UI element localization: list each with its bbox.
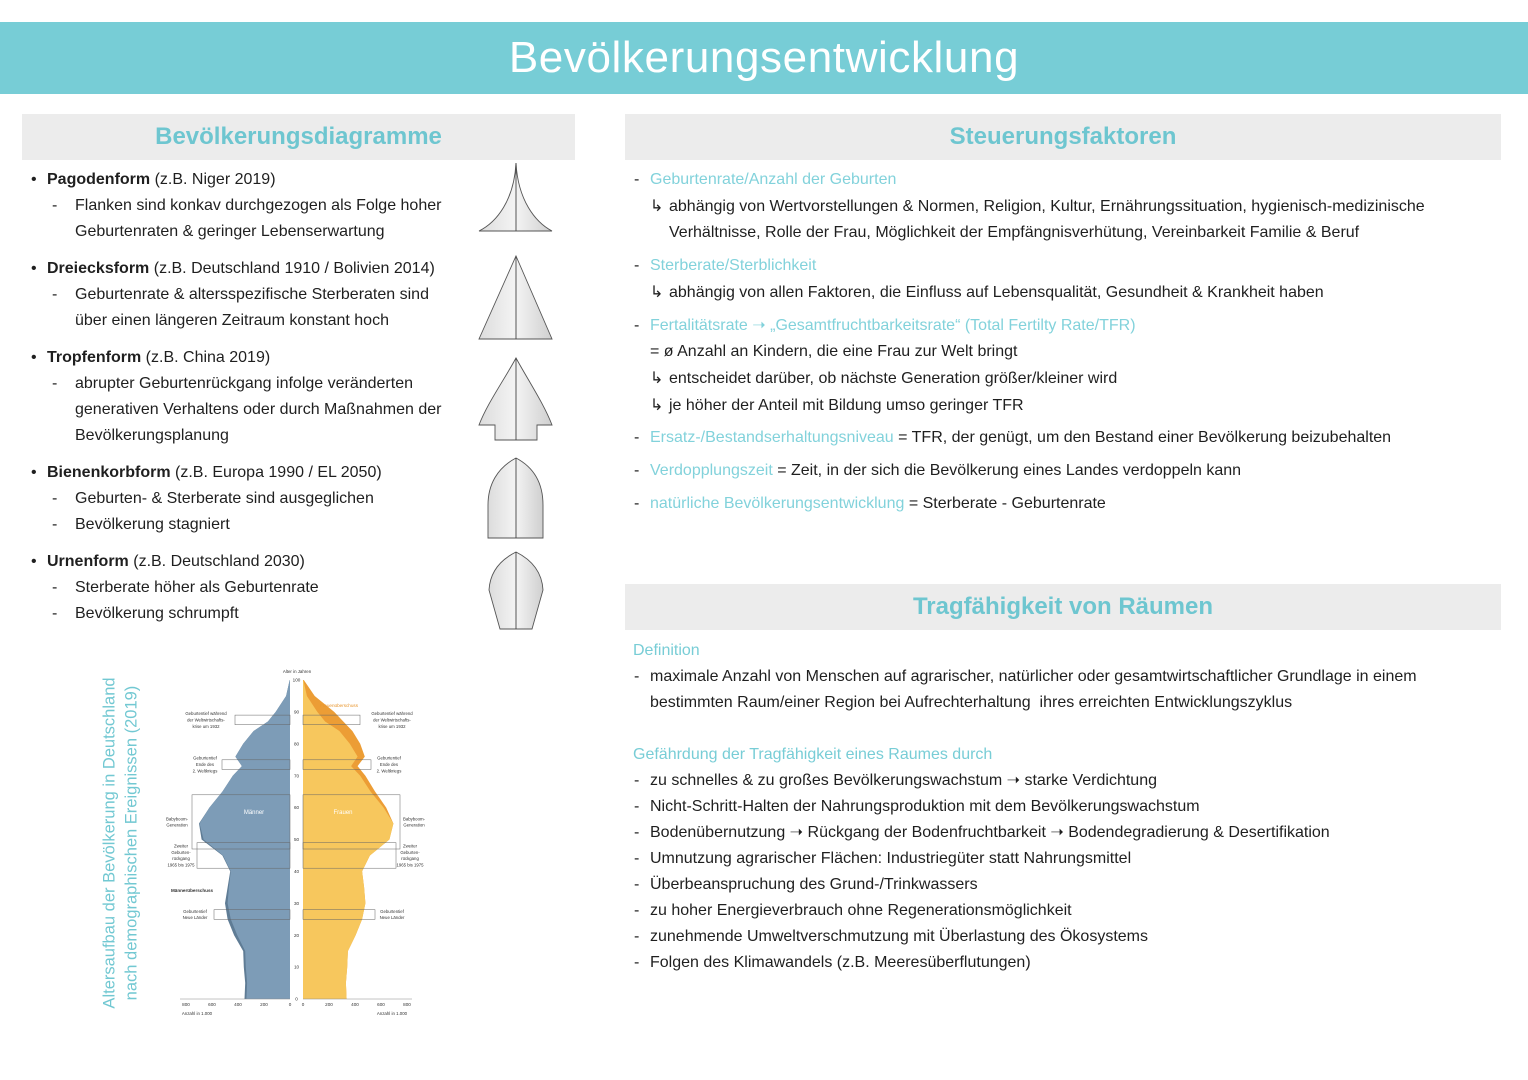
definition-heading: Definition (633, 642, 700, 659)
annotation-label-left: 1965 bis 1975 (167, 862, 195, 868)
factor-term: Ersatz-/Bestandserhaltungsniveau (650, 429, 894, 447)
x-tick-label-left: 200 (260, 1002, 268, 1007)
series-label-frauen: Frauen (333, 810, 353, 816)
diagram-heading (47, 167, 475, 193)
dash-marker: - (634, 798, 640, 815)
threat-item (632, 898, 1522, 924)
threat-text: Umnutzung agrarischer Flächen: Industriegüter statt Nahrungsmittel (650, 850, 1132, 867)
x-tick-label-left: 800 (182, 1002, 190, 1007)
threat-text: zu schnelles & zu großes Bevölkerungswachstum ➝ starke Verdichtung (650, 772, 1157, 789)
annotation-label-left: Geburtentief (193, 755, 217, 761)
diagram-detail (47, 371, 475, 449)
factor-subpoint (650, 194, 1522, 247)
threat-item (632, 846, 1522, 872)
dash-marker: - (52, 286, 58, 303)
detail-line: Geburtenraten & geringer Lebenserwartung (75, 223, 385, 240)
factor-heading (650, 491, 1522, 518)
subpoint-line: je höher der Anteil mit Bildung umso geringer TFR (669, 396, 1024, 414)
diagram-name: Pagodenform (47, 171, 151, 188)
series-label-maenner: Männer (243, 810, 265, 816)
annotation-label-right: Zweiter (402, 843, 418, 849)
factor-definition: = Sterberate - Geburtenrate (908, 494, 1106, 512)
annotation-label-right: rückgang (401, 856, 419, 862)
annotation-label-right: Geburtentief (377, 755, 401, 761)
diagram-name: Dreiecksform (47, 260, 150, 277)
x-tick-label-right: 800 (403, 1002, 411, 1007)
diagram-name: Tropfenform (47, 349, 142, 366)
annotation-label-left: 2. Weltkriegs (192, 768, 218, 774)
threat-item (632, 872, 1522, 898)
bullet-marker: • (31, 171, 37, 188)
diagram-item (30, 345, 475, 449)
detail-line: Bevölkerung schrumpft (75, 605, 239, 622)
detail-line: abrupter Geburtenrückgang infolge veränderten (75, 375, 413, 392)
dash-marker: - (52, 516, 58, 533)
factor-heading (650, 458, 1522, 485)
dash-marker: - (52, 579, 58, 596)
pyramid-shapes (470, 155, 565, 640)
y-axis-label: Alter in Jahren (282, 669, 312, 674)
diagram-example: (z.B. Deutschland 1910 / Bolivien 2014) (153, 260, 435, 277)
threat-text: Überbeanspruchung des Grund-/Trinkwassers (650, 876, 978, 893)
annotation-label-right: der Weltwirtschafts- (373, 717, 411, 723)
threat-item (632, 768, 1522, 794)
factor-item (632, 313, 1522, 420)
detail-line: Geburtenrate & altersspezifische Sterberaten sind (75, 286, 429, 303)
factor-item (632, 253, 1522, 306)
dash-marker: - (52, 375, 58, 392)
annotation-label-left: Geburtentief während (185, 711, 227, 716)
diagram-item (30, 549, 475, 627)
annotation-label-left: Zweiter (173, 843, 189, 849)
factor-item (632, 425, 1522, 452)
diagram-item (30, 256, 475, 334)
section-header-diagramme (22, 114, 575, 160)
dash-marker: - (52, 605, 58, 622)
annotation-label-right: Geburten- (400, 849, 420, 855)
factor-item (632, 167, 1522, 247)
y-tick-label: 10 (293, 964, 300, 970)
y-tick-label: 60 (293, 805, 300, 811)
threat-text: Nicht-Schritt-Halten der Nahrungsproduktion mit dem Bevölkerungswachstum (650, 798, 1200, 815)
pyramid-caption (99, 670, 143, 1017)
y-tick-label: 30 (293, 900, 300, 906)
dash-marker: - (634, 954, 640, 971)
bienenkorbform-shape-icon (488, 458, 543, 538)
dash-marker: - (634, 850, 640, 867)
female-surplus-label: Frauenüberschuss (319, 703, 359, 708)
diagram-example: (z.B. Niger 2019) (154, 171, 276, 188)
x-tick-label-right: 600 (377, 1002, 385, 1007)
factor-subpoint (650, 393, 1522, 420)
annotation-label-right: Geburtentief (380, 908, 404, 914)
threat-item (632, 924, 1522, 950)
section-header-tragfaehigkeit (625, 584, 1501, 630)
threat-item (632, 794, 1522, 820)
population-pyramid-chart (150, 660, 450, 1025)
diagram-detail (47, 512, 475, 538)
factor-item (632, 491, 1522, 518)
section-title-tragfaehigkeit: Tragfähigkeit von Räumen (912, 593, 1214, 620)
y-tick-label: 70 (293, 773, 300, 779)
dash-marker: - (634, 902, 640, 919)
male-surplus-label: Männerüberschuss (170, 888, 214, 893)
x-tick-label-left: 600 (208, 1002, 216, 1007)
factor-subpoint (650, 280, 1522, 307)
factor-term: Verdopplungszeit (650, 462, 773, 480)
dash-marker: - (634, 462, 640, 480)
diagram-example: (z.B. Deutschland 2030) (133, 553, 305, 570)
page-title: Bevölkerungsentwicklung (508, 33, 1020, 82)
dreiecksform-shape-icon (479, 256, 552, 339)
diagram-example: (z.B. China 2019) (145, 349, 271, 366)
diagram-name: Bienenkorbform (47, 464, 171, 481)
subpoint-line: abhängig von allen Faktoren, die Einfluss auf Lebensqualität, Gesundheit & Krankheit haben (669, 283, 1324, 301)
section-title-diagramme: Bevölkerungsdiagramme (155, 123, 442, 150)
factor-heading (650, 253, 1522, 280)
subpoint-line: entscheidet darüber, ob nächste Generation größer/kleiner wird (669, 369, 1118, 387)
annotation-label-left: krise um 1932 (192, 723, 220, 729)
factor-term: Sterberate/Sterblichkeit (650, 257, 817, 275)
detail-line: generativen Verhaltens oder durch Maßnahmen der (75, 401, 442, 418)
title-bar (0, 22, 1528, 94)
annotation-label-right: 1965 bis 1975 (396, 862, 424, 868)
subpoint-line: = ø Anzahl an Kindern, die eine Frau zur Welt bringt (650, 343, 1018, 361)
diagram-heading (47, 256, 475, 282)
x-axis-label-left: Anzahl in 1.000 (181, 1011, 213, 1016)
annotation-label-right: Geburtentief während (371, 711, 413, 716)
annotation-label-right: krise um 1932 (378, 723, 406, 729)
annotation-label-right: Neue Länder (379, 915, 405, 921)
diagram-heading (47, 549, 475, 575)
definition-item (632, 664, 1522, 716)
diagram-example: (z.B. Europa 1990 / EL 2050) (175, 464, 382, 481)
annotation-label-right: 2. Weltkriegs (376, 768, 402, 774)
tragfaehigkeit-list (632, 638, 1522, 976)
diagram-detail (47, 486, 475, 512)
subpoint-line: Verhältnisse, Rolle der Frau, Möglichkeit der Empfängnisverhütung, Vereinbarkeit Familie & Beruf (669, 224, 1360, 242)
x-tick-label-right: 200 (325, 1002, 333, 1007)
caption-line-2: nach demographischen Ereignissen (2019) (122, 685, 141, 1001)
annotation-label-left: Neue Länder (182, 915, 208, 921)
factor-definition: = TFR, der genügt, um den Bestand einer Bevölkerung beizubehalten (898, 429, 1392, 447)
y-tick-label: 100 (292, 677, 301, 683)
y-tick-label: 0 (295, 996, 298, 1002)
diagram-item (30, 167, 475, 245)
steuerungsfaktoren-list (632, 167, 1522, 523)
diagram-heading (47, 345, 475, 371)
factor-subpoint (650, 339, 1522, 366)
bullet-marker: • (31, 349, 37, 366)
arrow-marker: ↳ (650, 396, 664, 414)
dash-marker: - (634, 171, 640, 188)
bullet-marker: • (31, 464, 37, 481)
arrow-marker: ↳ (650, 197, 664, 215)
detail-line: Bevölkerung stagniert (75, 516, 230, 533)
factor-heading (650, 167, 1522, 194)
annotation-label-left: Geburten- (171, 849, 191, 855)
x-tick-label-left: 400 (234, 1002, 242, 1007)
urnenform-shape-icon (489, 552, 543, 629)
detail-line: Bevölkerungsplanung (75, 427, 229, 444)
factor-term: natürliche Bevölkerungsentwicklung (650, 494, 905, 512)
factor-heading (650, 313, 1522, 340)
x-tick-label-left: 0 (288, 1002, 292, 1007)
annotation-label-left: Geburtentief (183, 908, 207, 914)
diagram-detail (47, 601, 475, 627)
threat-item (632, 820, 1522, 846)
bullet-marker: • (31, 553, 37, 570)
pagodenform-shape-icon (479, 163, 552, 231)
annotation-label-left: Generation (166, 822, 188, 828)
dash-marker: - (634, 429, 640, 447)
dash-marker: - (634, 257, 640, 275)
factor-subpoint (650, 366, 1522, 393)
definition-line: maximale Anzahl von Menschen auf agrarischer, natürlicher oder gesamtwirtschaftlicher Grundlage in einem (650, 668, 1417, 685)
y-tick-label: 50 (293, 837, 300, 843)
detail-line: Sterberate höher als Geburtenrate (75, 579, 319, 596)
detail-line: Geburten- & Sterberate sind ausgeglichen (75, 490, 374, 507)
threats-heading: Gefährdung der Tragfähigkeit eines Raumes durch (633, 746, 993, 763)
x-tick-label-right: 0 (301, 1002, 305, 1007)
y-tick-label: 80 (293, 741, 300, 747)
bullet-marker: • (31, 260, 37, 277)
dash-marker: - (52, 197, 58, 214)
dash-marker: - (634, 772, 640, 789)
annotation-label-left: der Weltwirtschafts- (187, 717, 225, 723)
threat-text: zu hoher Energieverbrauch ohne Regenerationsmöglichkeit (650, 902, 1072, 919)
factor-term: Fertalitätsrate ➝ „Gesamtfruchtbarkeitsrate“ (Total Fertilty Rate/TFR) (650, 316, 1136, 334)
factor-heading (650, 425, 1522, 452)
y-tick-label: 40 (293, 869, 300, 874)
detail-line: Flanken sind konkav durchgezogen als Folge hoher (75, 197, 442, 214)
diagram-item (30, 460, 475, 538)
arrow-marker: ↳ (650, 283, 664, 301)
arrow-marker: ↳ (650, 369, 664, 387)
annotation-label-left: rückgang (172, 856, 190, 862)
dash-marker: - (634, 668, 640, 685)
y-tick-label: 90 (293, 709, 300, 715)
section-header-steuerung (625, 114, 1501, 160)
dash-marker: - (634, 316, 640, 334)
threat-text: zunehmende Umweltverschmutzung mit Überlastung des Ökosystems (650, 928, 1148, 945)
detail-line: über einen längeren Zeitraum konstant hoch (75, 312, 389, 329)
annotation-label-right: Generation (403, 822, 425, 828)
threat-text: Bodenübernutzung ➝ Rückgang der Bodenfruchtbarkeit ➝ Bodendegradierung & Desertifikation (650, 824, 1330, 841)
threat-item (632, 950, 1522, 976)
diagram-detail (47, 193, 475, 245)
subpoint-line: abhängig von Wertvorstellungen & Normen, Religion, Kultur, Ernährungssituation, hygienisch-medizinische (669, 197, 1425, 215)
annotation-label-left: Ende des (195, 762, 215, 767)
x-tick-label-right: 400 (351, 1002, 359, 1007)
annotation-label-left: Babyboom- (166, 816, 188, 822)
annotation-label-right: Ende des (379, 762, 399, 767)
diagram-heading (47, 460, 475, 486)
diagram-type-list (30, 167, 475, 638)
x-axis-label-right: Anzahl in 1.000 (376, 1011, 408, 1016)
diagram-name: Urnenform (47, 553, 129, 570)
caption-line-1: Altersaufbau der Bevölkerung in Deutschland (100, 677, 119, 1009)
factor-definition: = Zeit, in der sich die Bevölkerung eines Landes verdoppeln kann (777, 462, 1242, 480)
annotation-label-right: Babyboom- (403, 816, 425, 822)
dash-marker: - (634, 494, 640, 512)
dash-marker: - (634, 824, 640, 841)
factor-term: Geburtenrate/Anzahl der Geburten (650, 171, 897, 188)
definition-line: bestimmten Raum/einer Region bei Aufrechterhaltung ihres erreichten Entwicklungszyklus (650, 694, 1293, 711)
factor-item (632, 458, 1522, 485)
threat-text: Folgen des Klimawandels (z.B. Meeresüberflutungen) (650, 954, 1031, 971)
y-tick-label: 20 (293, 932, 300, 938)
dash-marker: - (634, 928, 640, 945)
dash-marker: - (634, 876, 640, 893)
diagram-detail (47, 575, 475, 601)
tropfenform-shape-icon (479, 358, 552, 440)
diagram-detail (47, 282, 475, 334)
dash-marker: - (52, 490, 58, 507)
section-title-steuerung: Steuerungsfaktoren (949, 123, 1177, 150)
